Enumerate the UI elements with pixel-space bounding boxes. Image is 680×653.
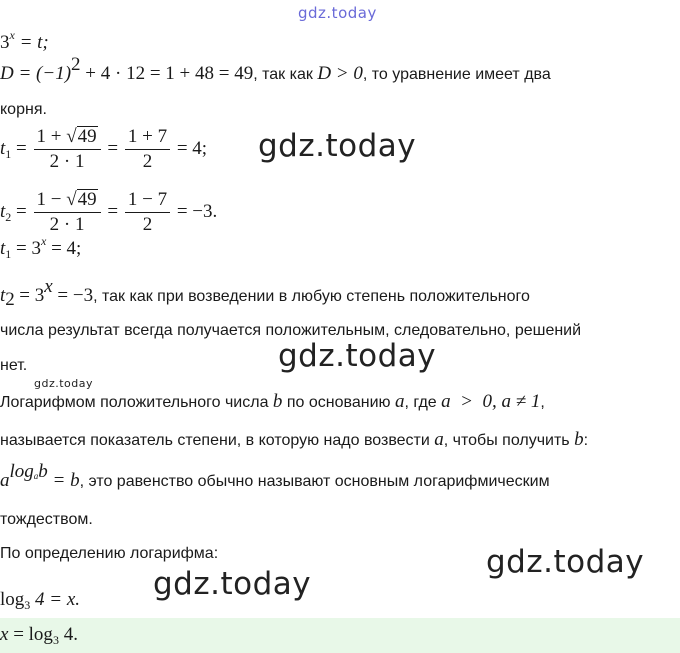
watermark-1: gdz.today (258, 128, 417, 164)
log-definition-line1: Логарифмом положительного числа b по основанию a, где a > 0, a ≠ 1, (0, 391, 545, 412)
equation-t2-exp: $t_2 = 3^x = -3$, так как при возведении в любую степень положительного (0, 276, 530, 310)
text-no-solutions: нет. (0, 357, 28, 374)
equation-log3: $\log_3 4 = x$. (0, 589, 81, 612)
fraction-t1-simplified: $\frac{1 + 7}{2}$ (125, 126, 170, 173)
watermark-4: gdz.today (486, 544, 645, 580)
log-definition-line2: называется показатель степени, в которую надо возвести a, чтобы получить b: (0, 429, 589, 450)
root-t2-line: $t_2$ = $\frac{1 - √49}{2 \cdot 1}$ = $\frac{1 - 7}{2}$ = −3. (0, 189, 218, 235)
watermark-3: gdz.today (34, 377, 94, 390)
text-identity: тождеством. (0, 511, 93, 528)
watermark-2: gdz.today (278, 338, 437, 374)
watermark-top: gdz.today (298, 4, 377, 22)
equation-t1-exp: $t_1 = 3^x = 4$; (0, 234, 82, 261)
discriminant-line: $D = (-1)^2 + 4 \cdot 12 = 1 + 48 = 49$, так как D > 0, то уравнение имеет два (0, 54, 551, 84)
text-positive-result: числа результат всегда получается положительным, следовательно, решений (0, 322, 582, 339)
text-roots: корня. (0, 101, 47, 118)
fraction-t2-simplified: $\frac{1 - 7}{2}$ (125, 189, 170, 236)
watermark-5: gdz.today (153, 566, 312, 602)
log-identity-line: $a^{logab} = b$, это равенство обычно называют основным логарифмическим (0, 461, 550, 491)
fraction-t1: $\frac{1 + √49}{2 \cdot 1}$ (34, 126, 101, 173)
fraction-t2: $\frac{1 - √49}{2 \cdot 1}$ (34, 189, 101, 236)
answer-highlight (0, 618, 680, 653)
text-log-definition: По определению логарифма: (0, 545, 219, 562)
root-t1-line: $t_1$ = $\frac{1 + √49}{2 \cdot 1}$ = $\frac{1 + 7}{2}$ = 4; (0, 126, 208, 172)
equation-substitution: $3^x = t$; (0, 28, 49, 53)
answer-equation: $x = \log_3 4$. (0, 624, 78, 647)
